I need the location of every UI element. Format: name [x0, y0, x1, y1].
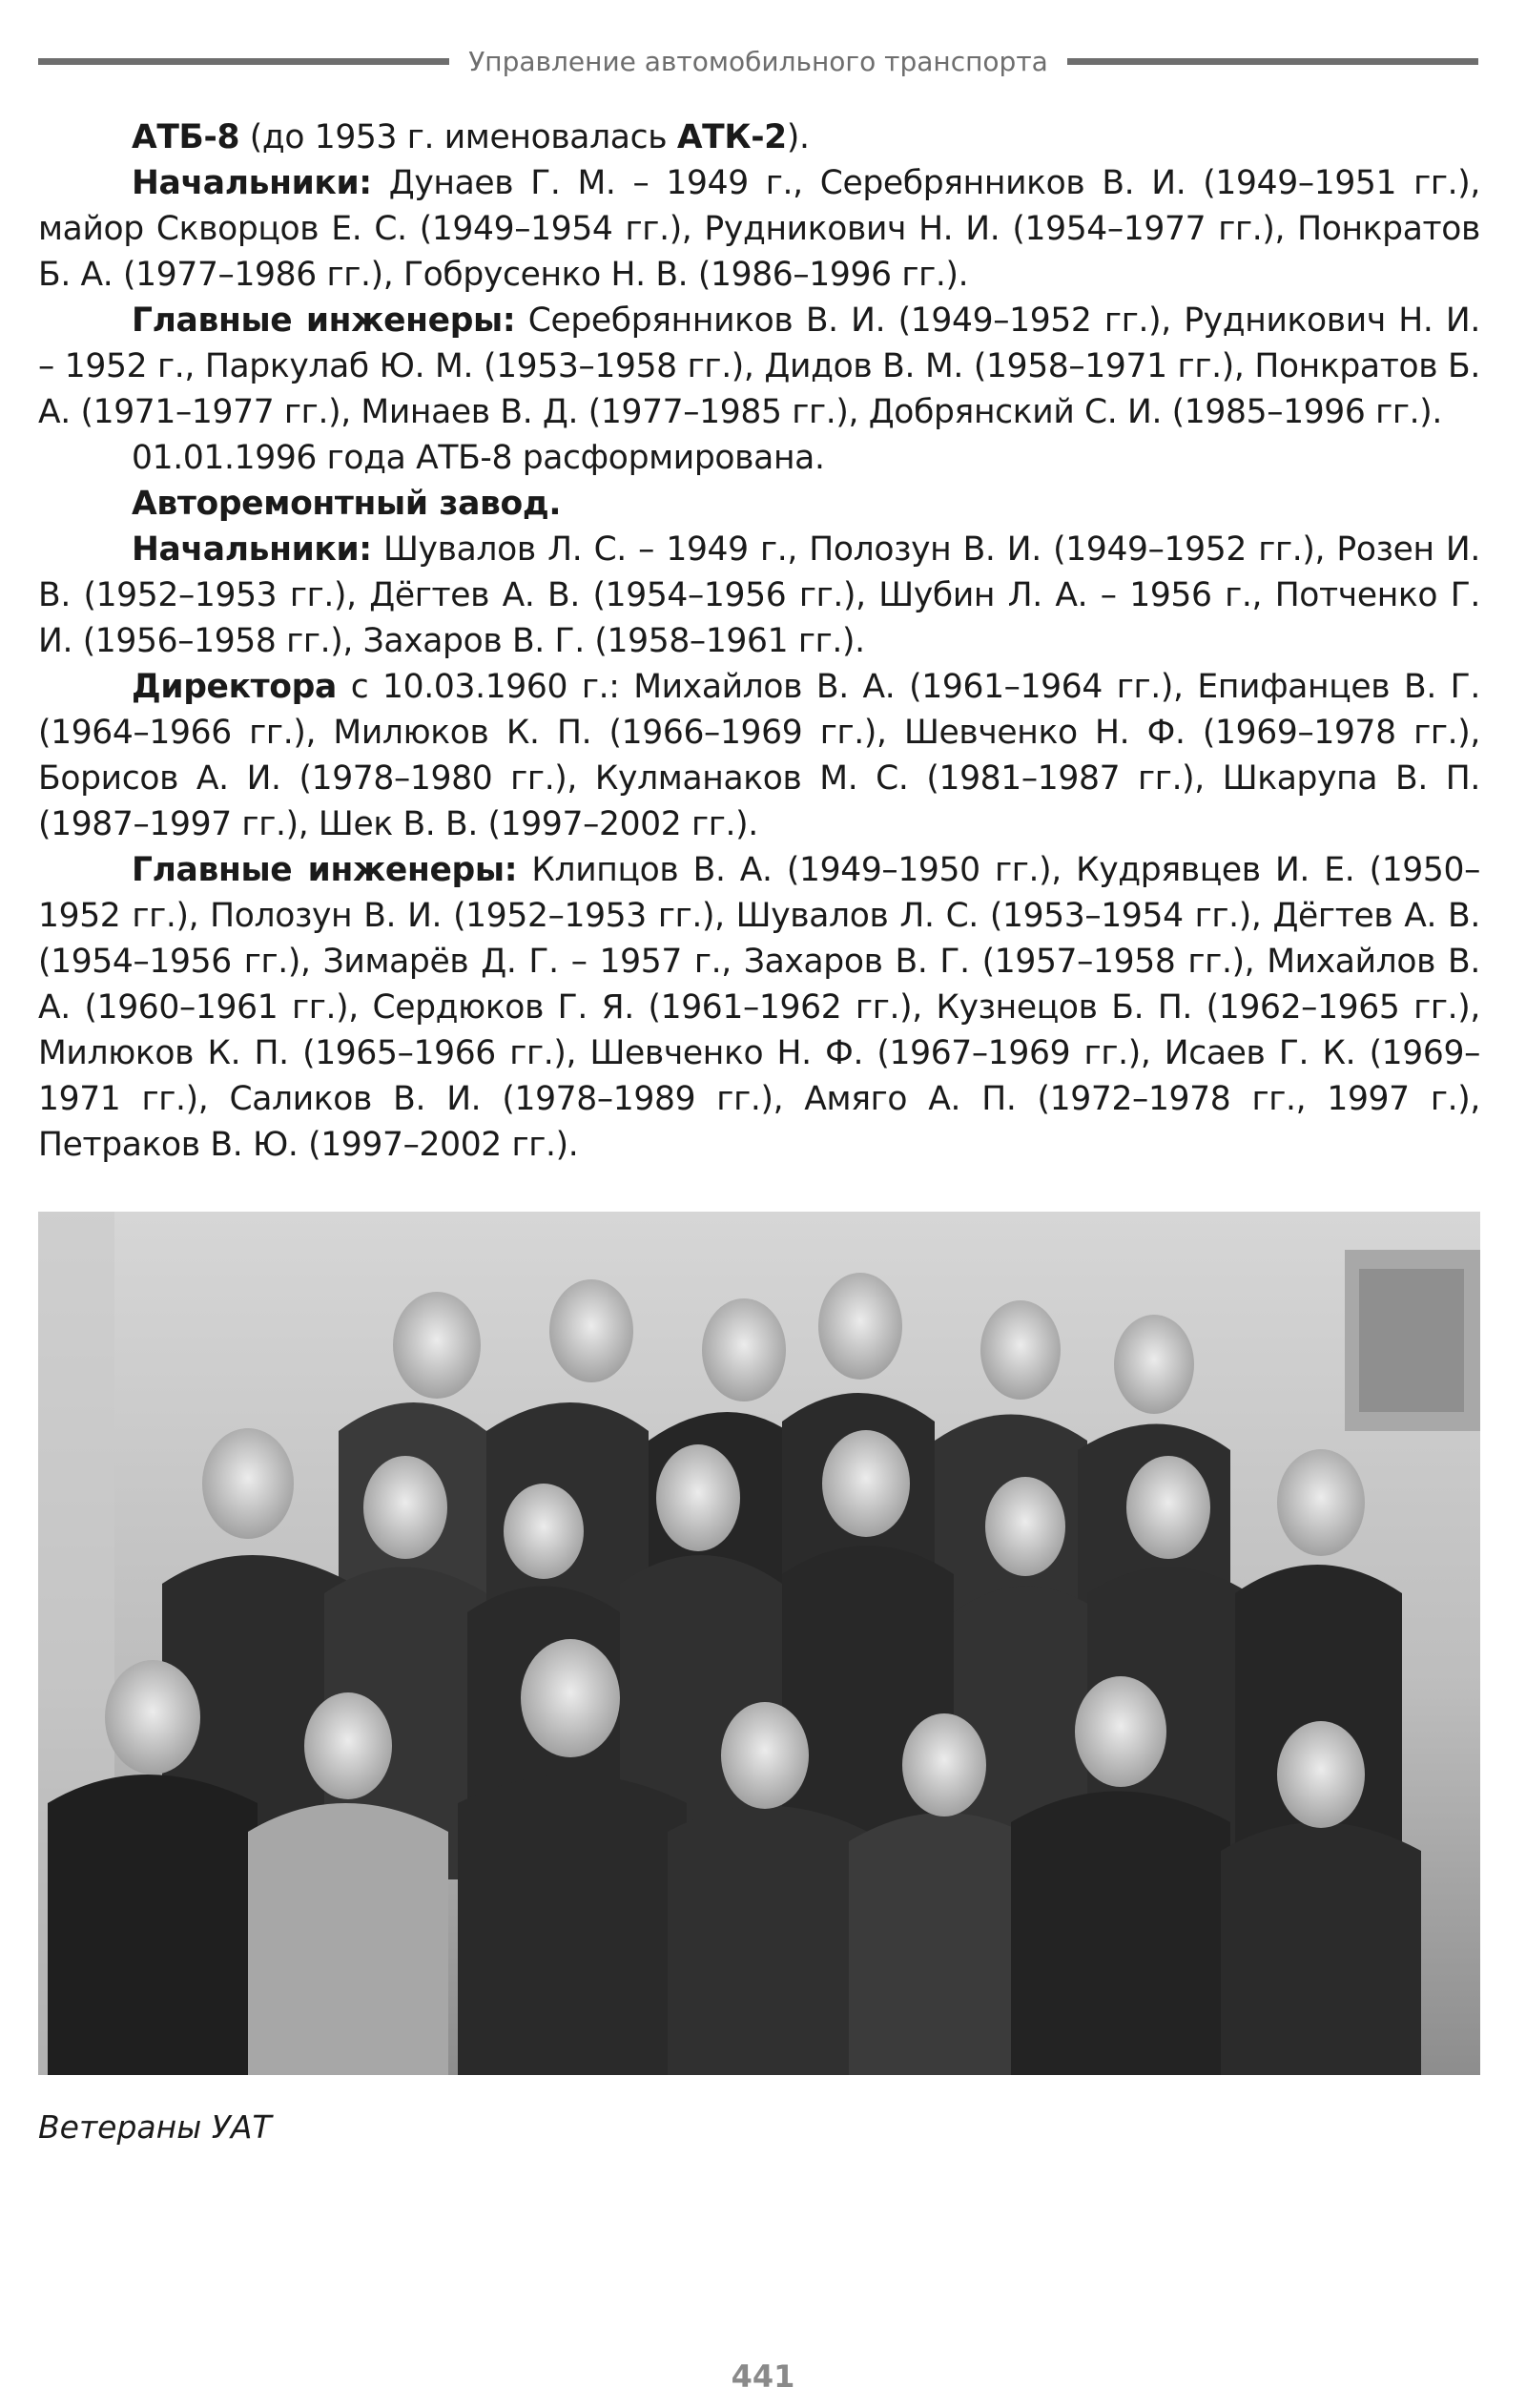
running-header: [38, 42, 1478, 80]
running-title: Управление автомобильного транспорта: [468, 45, 1048, 77]
paragraph-heading: Авторемонтный завод.: [132, 485, 562, 523]
paragraph-heading: АТК-2: [676, 118, 787, 156]
paragraph-text: Клипцов В. А. (1949–1950 гг.), Кудрявцев И. Е. (1950–1952 гг.), Полозун В. И. (1952–1953 гг.), Шувалов Л. С. (1953–1954 гг.), Дёгтев А. В. (1954–1956 гг.), Зимарёв Д. Г. – 1957 г., Захаров В. Г. (1957–1958 гг.), Михайлов В. А. (1960–1961 гг.), Сердюков Г. Я. (1961–1962 гг.), Кузнецов Б. П. (1962–1965 гг.), Милюков К. П. (1965–1966 гг.), Шевченко Н. Ф. (1967–1969 гг.), Исаев Г. К. (1969–1971 гг.), Саликов В. И. (1978–1989 гг.), Амяго А. П. (1972–1978 гг., 1997 г.), Петраков В. Ю. (1997–2002 гг.).: [38, 851, 1480, 1164]
paragraph-engineers-plant: [38, 847, 1480, 1168]
paragraph-heading: Главные инженеры:: [132, 301, 516, 340]
paragraph-text: Дунаев Г. М. – 1949 г., Серебрянников В. И. (1949–1951 гг.), майор Скворцов Е. С. (1949–1954 гг.), Рудникович Н. И. (1954–1977 гг.), Понкратов Б. А. (1977–1986 гг.), Гобрусенко Н. В. (1986–1996 гг.).: [38, 164, 1480, 294]
paragraph-heading: АТБ-8: [132, 118, 240, 156]
paragraph-text: 01.01.1996 года АТБ-8 расформирована.: [132, 439, 825, 477]
paragraph-heading: Директора: [132, 668, 337, 706]
paragraph-heading: Начальники:: [132, 530, 372, 569]
paragraph-text: Серебрянников В. И. (1949–1952 гг.), Рудникович Н. И. – 1952 г., Паркулаб Ю. М. (1953–1958 гг.), Дидов В. М. (1958–1971 гг.), Понкратов Б. А. (1971–1977 гг.), Минаев В. Д. (1977–1985 гг.), Добрянский С. И. (1985–1996 гг.).: [38, 301, 1480, 431]
paragraph-text: (до 1953 г. именовалась: [239, 118, 677, 156]
photo-caption: Ветераны УАТ: [38, 2108, 272, 2146]
paragraph-chiefs-plant: [38, 527, 1480, 664]
paragraph-engineers-atb8: [38, 298, 1480, 435]
group-photo-illustration: [38, 1212, 1480, 2075]
paragraph-directors: [38, 664, 1480, 847]
paragraph-text: с 10.03.1960 г.: Михайлов В. А. (1961–1964 гг.), Епифанцев В. Г. (1964–1966 гг.), Милюков К. П. (1966–1969 гг.), Шевченко Н. Ф. (1969–1978 гг.), Борисов А. И. (1978–1980 гг.), Кулманаков М. С. (1981–1987 гг.), Шкарупа В. П. (1987–1997 гг.), Шек В. В. (1997–2002 гг.).: [38, 668, 1480, 843]
paragraph-disbanded: [38, 435, 1480, 481]
paragraph-chiefs-atb8: [38, 160, 1480, 298]
paragraph-heading: Главные инженеры:: [132, 851, 518, 889]
paragraph-atb8: [38, 114, 1480, 160]
header-rule-left: [38, 58, 449, 65]
paragraph-heading: Начальники:: [132, 164, 372, 202]
page-number: 441: [731, 2358, 795, 2395]
header-rule-right: [1067, 58, 1478, 65]
paragraph-text: ).: [786, 118, 810, 156]
body-text: [38, 114, 1480, 1168]
paragraph-text: Шувалов Л. С. – 1949 г., Полозун В. И. (1949–1952 гг.), Розен И. В. (1952–1953 гг.), Дёгтев А. В. (1954–1956 гг.), Шубин Л. А. – 1956 г., Потченко Г. И. (1956–1958 гг.), Захаров В. Г. (1958–1961 гг.).: [38, 530, 1480, 660]
group-photo: [38, 1212, 1480, 2075]
paragraph-repair-plant: [38, 481, 1480, 527]
